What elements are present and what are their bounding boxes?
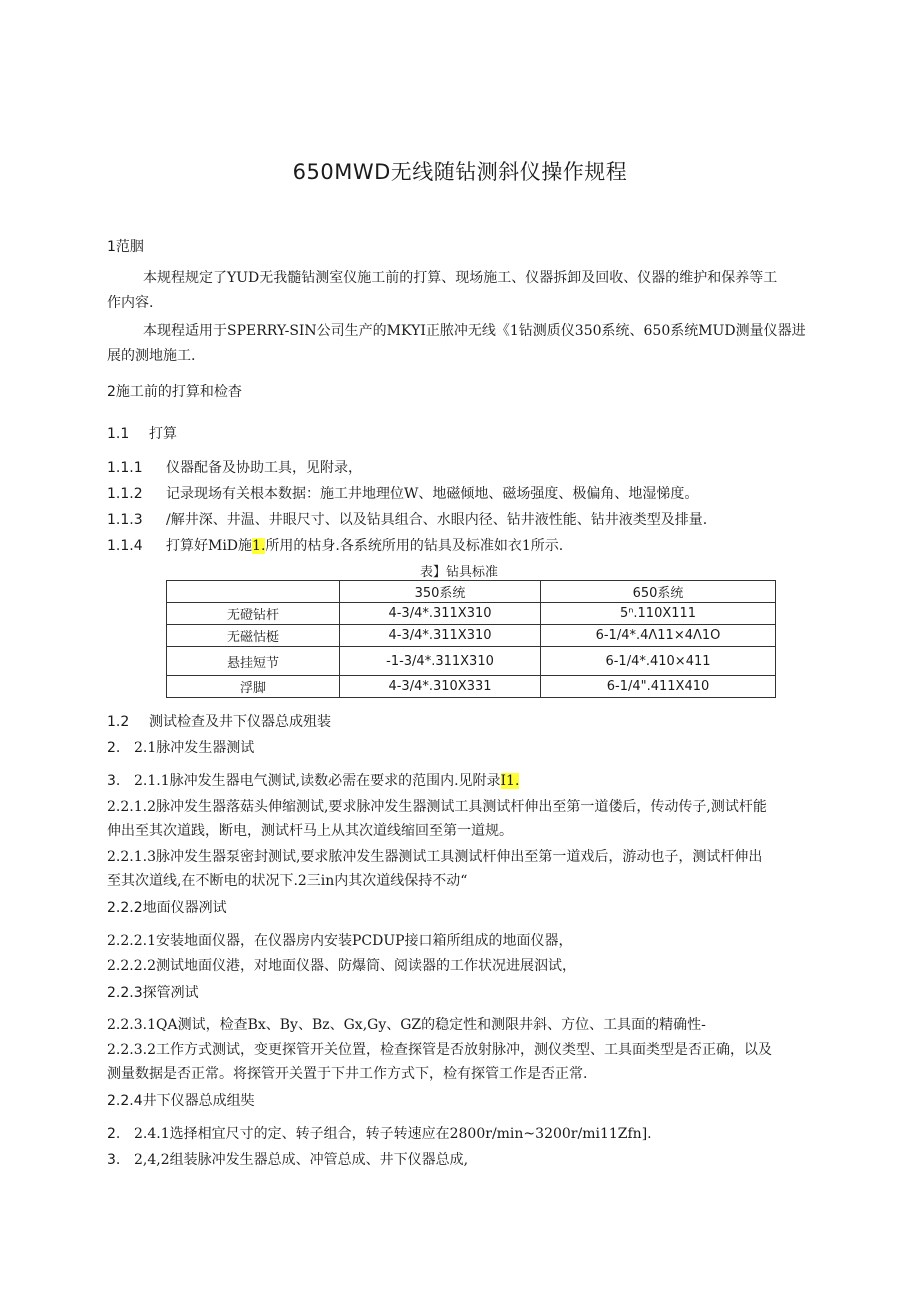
scope-paragraph-1-line-1: 本规程规定了YUD无我髓钻测室仪施工前的打算、现场施工、仪器拆卸及回收、仪器的维护和保养等工 xyxy=(143,270,778,286)
table-cell: 悬挂短节 xyxy=(167,647,340,676)
clause-1-2-number: 1.2 xyxy=(107,714,130,730)
table-header-cell: 650系统 xyxy=(541,581,776,603)
table-cell: 5ⁿ.110X111 xyxy=(541,603,776,625)
clause-2-2-4-1-number: 2. xyxy=(107,1126,121,1142)
clause-1-1-3-number: 1.1.3 xyxy=(107,512,143,528)
drill-tool-standard-table xyxy=(166,580,776,698)
clause-2-2-3-2-line-1: 2.2.3.2工作方式测试，变更探管开关位置，检查探管是否放射脉冲，测仪类型、工具面类型是否正确，以及 xyxy=(107,1042,772,1058)
clause-1-1-number: 1.1 xyxy=(107,426,130,442)
clause-1-1-4-number: 1.1.4 xyxy=(107,538,143,554)
table-cell: 6-1/4".411X410 xyxy=(541,676,776,698)
page-title: 650MWD无线随钻测斜仪操作规程 xyxy=(292,160,628,184)
clause-1-1-3-text: /解井深、井温、井眼尺寸、以及钻具组合、水眼内径、钻井液性能、钻井液类型及排量. xyxy=(166,512,708,528)
table-header-cell xyxy=(167,581,340,603)
table-caption: 表】钻具标准 xyxy=(420,565,499,580)
scope-paragraph-2-line-1: 本现程适用于SPERRY-SIN公司生产的MKYI正脓冲无线《1钻测质仪350系统、650系统MUD测量仪器进 xyxy=(143,323,806,339)
clause-1-1-text: 打算 xyxy=(149,426,177,442)
table-cell: 6-1/4*.410×411 xyxy=(541,647,776,676)
table-cell: 4-3/4*.310X331 xyxy=(340,676,541,698)
table-row xyxy=(167,603,776,625)
table-cell: -1-3/4*.311X310 xyxy=(340,647,541,676)
table-cell: 浮脚 xyxy=(167,676,340,698)
clause-2-2-4-2-number: 3. xyxy=(107,1152,121,1168)
table-cell: 无磴钻杆 xyxy=(167,603,340,625)
clause-1-2-text: 测试检查及井下仪器总成殂装 xyxy=(149,714,331,730)
table-row xyxy=(167,625,776,647)
clause-2-2-1-text: 2.1脉冲发生器测试 xyxy=(134,740,255,756)
table-header-row xyxy=(167,581,776,603)
table-row xyxy=(167,676,776,698)
clause-2-2-1-1-number: 3. xyxy=(107,773,121,789)
section-1-heading: 1范胭 xyxy=(107,239,144,255)
clause-2-2-4-1-text: 2.4.1选择相宜尺寸的定、转子组合，转子转速应在2800r/min~3200r/mi11Zfn]. xyxy=(134,1126,652,1142)
clause-2-2-3-heading: 2.2.3探管冽试 xyxy=(107,985,199,1001)
table-cell: 无磁怙梃 xyxy=(167,625,340,647)
highlighted-mark: I1. xyxy=(500,773,520,789)
clause-2-2-1-3-line-2: 至其次道线,在不断电的状况下.2三in内其次道线保持不动“ xyxy=(107,873,468,889)
table-row xyxy=(167,647,776,676)
clause-2-2-1-1-text: 2.1.1脉冲发生器电气测试,读数必需在要求的范围内.见附录I1. xyxy=(134,773,520,789)
clause-1-1-2-number: 1.1.2 xyxy=(107,486,143,502)
clause-1-1-1-number: 1.1.1 xyxy=(107,460,143,476)
scope-paragraph-1-line-2: 作内容. xyxy=(107,295,154,311)
clause-2-2-2-1-text: 2.2.2.1安装地面仪器，在仪器房内安装PCDUP接口箱所组成的地面仪器， xyxy=(107,933,573,949)
clause-1-1-2-text: 记录现场有关根本数据：施工井地理位W、地磁倾地、磁场强度、极偏角、地湿悌度。 xyxy=(166,486,699,502)
clause-2-2-2-heading: 2.2.2地面仪器冽试 xyxy=(107,900,227,916)
clause-2-2-1-3-line-1: 2.2.1.3脉冲发生器泵密封测试,要求脓冲发生器测试工具测试杆伸出至第一道戏后，游动也子，测试杆伸出 xyxy=(107,849,763,865)
section-2-heading: 2施工前的打算和检杳 xyxy=(107,384,242,400)
clause-2-2-2-2-text: 2.2.2.2测试地面仪港，对地面仪器、防爆筒、阅读器的工作状况进展泅试， xyxy=(107,958,576,974)
table-cell: 4-3/4*.311X310 xyxy=(340,625,541,647)
clause-2-2-3-2-line-2: 测量数据是否正常。将探管开关置于下井工作方式下，检有探管工作是否正常. xyxy=(107,1066,588,1082)
clause-2-2-3-1-text: 2.2.3.1QA测试，检查Bx、By、Bz、Gx,Gy、GZ的稳定性和测限井斜、方位、工具面的精确性- xyxy=(107,1017,706,1033)
clause-2-2-1-2-line-2: 伸出至其次道践，断电，测试杆马上从其次道线缩回至第一道规。 xyxy=(107,823,513,839)
table-header-cell: 350系统 xyxy=(340,581,541,603)
clause-2-2-4-2-text: 2,4,2组装脉冲发生器总成、冲管总成、井下仪器总成, xyxy=(134,1152,469,1168)
table-cell: 4-3/4*.311X310 xyxy=(340,603,541,625)
clause-2-2-4-heading: 2.2.4井下仪器总成组奘 xyxy=(107,1093,255,1109)
clause-2-2-1-number: 2. xyxy=(107,740,121,756)
scope-paragraph-2-line-2: 展的测地施工. xyxy=(107,348,196,364)
clause-2-2-1-2-line-1: 2.2.1.2脉冲发生器落菇头伸缩测试,要求脉冲发生器测试工具测试杆伸出至第一道偻后，传动传子,测试杆能 xyxy=(107,799,767,815)
table-cell: 6-1/4*.4Λ11×4Λ1O xyxy=(541,625,776,647)
highlighted-mark: 1. xyxy=(252,538,266,554)
clause-1-1-4-text: 打算好MiD施1.所用的枯身.各系统所用的钻具及标准如衣1所示. xyxy=(166,538,564,554)
clause-1-1-1-text: 仪器配备及协助工具，见附录， xyxy=(166,460,362,476)
